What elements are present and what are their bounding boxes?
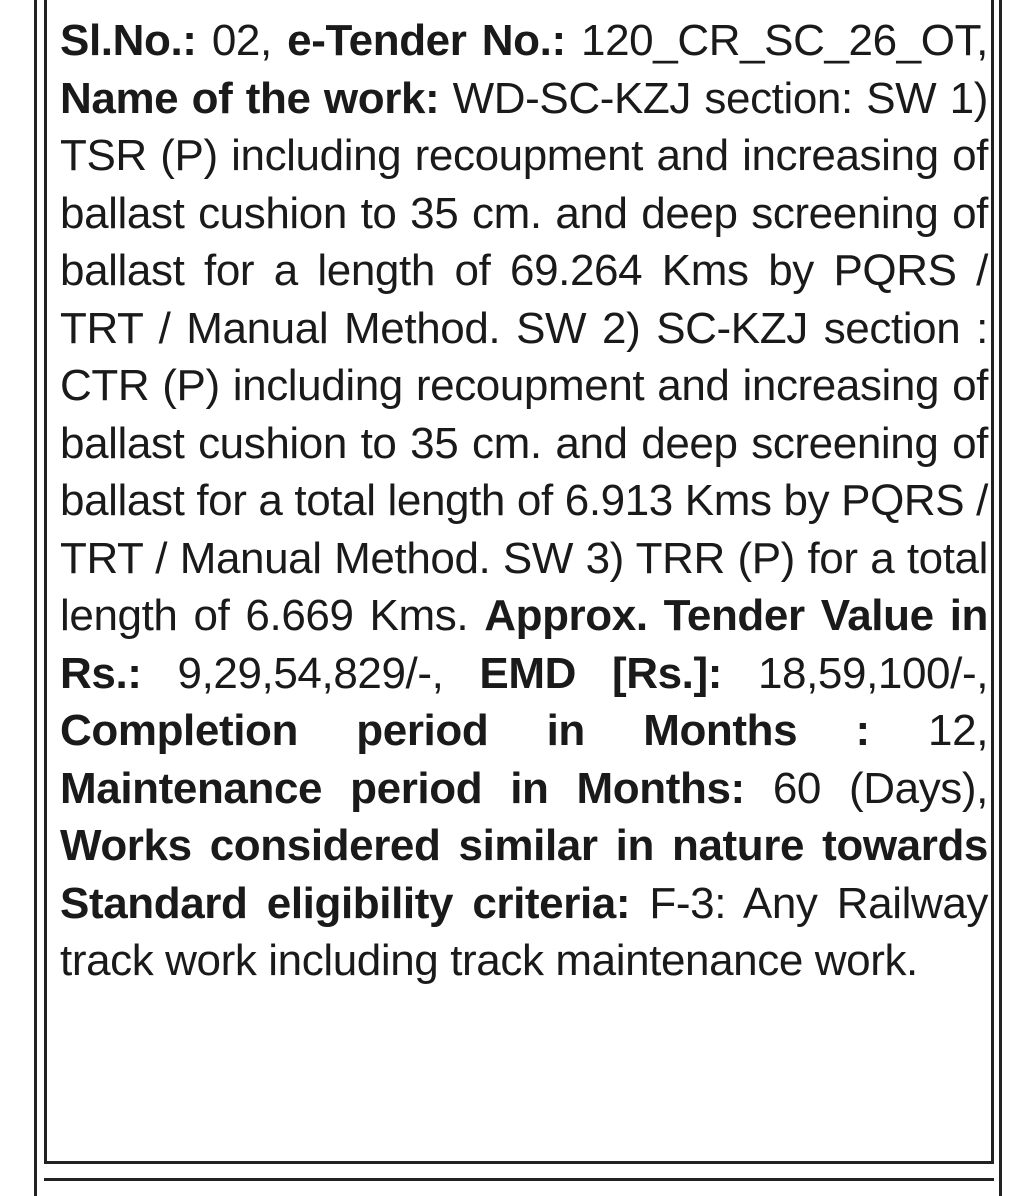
bottom-rule [44, 1178, 994, 1181]
tender-no-label: e-Tender No.: [287, 16, 566, 65]
sl-no-label: Sl.No.: [60, 16, 197, 65]
work-name-value: WD-SC-KZJ section: SW 1) TSR (P) including recoupment and increasing of ballast cushion to 35 cm. and deep screening of ballast for a length of 69.264 Kms by PQRS / TRT / Manual Method. SW 2) SC-KZJ section : CTR (P) including recoupment and increasing of ballast cushion to 35 cm. and deep screening of ballast for a total length of 6.913 Kms by PQRS / TRT / Manual Method. SW 3) TRR (P) for a total length of 6.669 Kms. [60, 73, 988, 640]
tender-value-value: 9,29,54,829/-, [177, 648, 444, 698]
work-name-label: Name of the work: [60, 73, 440, 123]
maintenance-period-label: Maintenance period in Months: [60, 763, 745, 813]
similar-works-value: F-3: Any Railway track work including track maintenance work. [60, 878, 988, 985]
tender-notice-text [60, 12, 988, 990]
completion-period-value: 12, [928, 706, 989, 755]
emd-value: 18,59,100/-, [757, 648, 989, 698]
tender-no-value: 120_CR_SC_26_OT, [581, 16, 988, 65]
emd-label: EMD [Rs.]: [479, 648, 722, 698]
maintenance-period-value: 60 (Days), [772, 763, 988, 813]
similar-works-label: Works considered similar in nature towards Standard eligibility criteria: [60, 821, 988, 928]
tender-value-label: Approx. Tender Value in Rs.: [60, 591, 989, 698]
completion-period-label: Completion period in Months : [60, 706, 870, 755]
sl-no-value: 02, [211, 16, 272, 65]
